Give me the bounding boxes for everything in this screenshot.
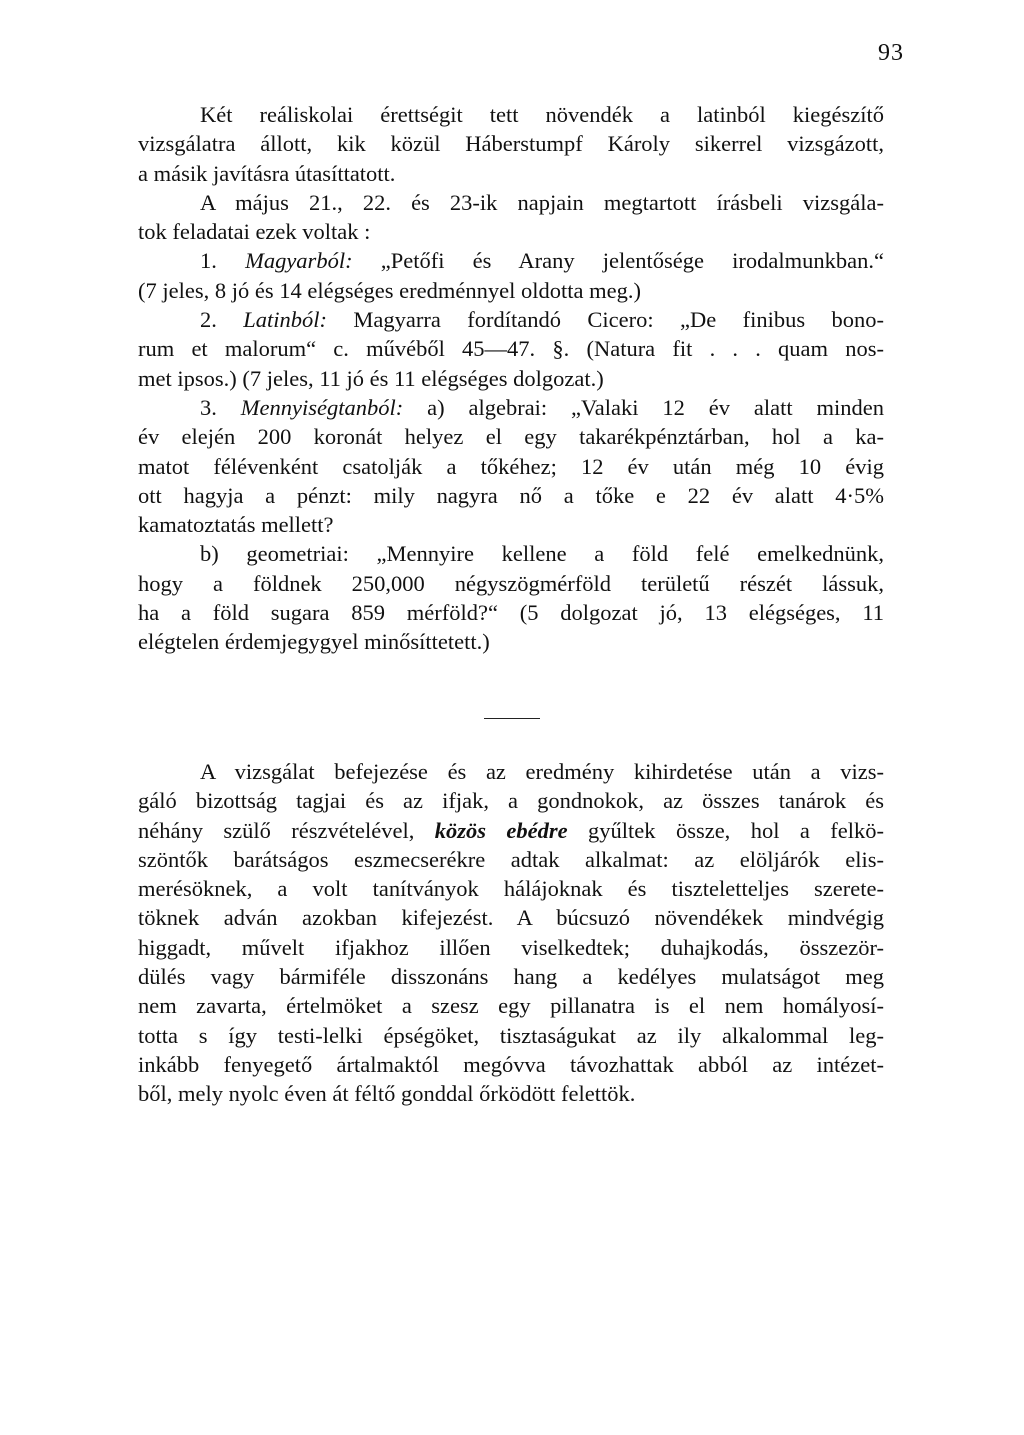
text-line: matot félévenként csatolják a tőkéhez; 12 év után még 10 évig [138,453,884,479]
item-subject: Latinból: [243,307,328,333]
text-line: ott hagyja a pénzt: mily nagyra nő a tőke e 22 év alatt 4·5% [138,482,884,508]
exam-section [138,100,884,657]
text-line [138,816,884,845]
text-line: kamatoztatás mellett? [138,512,334,538]
text-line: elégtelen érdemjegygyel minősíttetett.) [138,629,490,655]
text-line: tok feladatai ezek voltak : [138,219,371,245]
text-line: töknek adván azokban kifejezést. A búcsuzó növendékek mindvégig [138,905,884,931]
text-line: inkább fenyegető ártalmaktól megóvva távozhattak abból az intézet- [138,1051,884,1077]
item-number: 3. [200,394,217,420]
item-number: 2. [200,307,217,333]
text-line: dülés vagy bármiféle disszonáns hang a kedélyes mulatságot meg [138,964,884,990]
item-subject: Magyarból: [245,248,353,274]
item-number: 1. [200,248,217,274]
text-line: nem zavarta, értelmöket a szesz egy pillanatra is el nem homályosí- [138,993,884,1019]
item-text: a) algebrai: „Valaki 12 év alatt minden [403,394,885,420]
text-line: rum et malorum“ c. művéből 45—47. §. (Natura fit . . . quam nos- [138,336,884,362]
text-line: higgadt, művelt ifjakhoz illően viselkedtek; duhajkodás, összezör- [138,934,884,960]
emphasized-text: közös ebédre [434,817,568,843]
exam-item-3 [138,393,884,422]
text-line: hogy a földnek 250,000 négyszögmérföld területű részét lássuk, [138,570,884,596]
text-line: totta s így testi-lelki épségöket, tisztaságukat az ily alkalommal leg- [138,1022,884,1048]
item-text: Magyarra fordítandó Cicero: „De finibus bono- [327,307,884,333]
text-line: (7 jeles, 8 jó és 14 elégséges eredménnyel oldotta meg.) [138,277,641,303]
text-line: év elején 200 koronát helyez el egy takarékpénztárban, hol a ka- [138,424,884,450]
text-line: ha a föld sugara 859 mérföld?“ (5 dolgozat jó, 13 elégséges, 11 [138,600,884,626]
item-text: „Petőfi és Arany jelentősége irodalmunkban.“ [352,248,885,274]
text-line: b) geometriai: „Mennyire kellene a föld felé emelkednünk, [200,541,884,567]
exam-item-2 [138,305,884,334]
text-line: szöntők barátságos eszmecserékre adtak alkalmat: az elöljárók elis- [138,846,884,872]
closing-section [138,757,884,1109]
text-line: a másik javításra útasíttatott. [138,160,396,186]
text-fragment: néhány szülő részvételével, [138,817,435,843]
exam-item-1 [138,246,884,275]
text-line: ből, mely nyolc éven át féltő gonddal őrködött felettök. [138,1081,636,1107]
section-divider [484,718,540,719]
text-line: A május 21., 22. és 23-ik napjain megtartott írásbeli vizsgála- [200,189,884,215]
item-subject: Mennyiségtanból: [240,394,404,420]
text-line: met ipsos.) (7 jeles, 11 jó és 11 elégséges dolgozat.) [138,365,604,391]
page-number: 93 [878,40,904,66]
text-line: Két reáliskolai érettségit tett növendék a latinból kiegészítő [200,102,884,127]
text-line: merésöknek, a volt tanítványok hálájoknak és tiszteletteljes szerete- [138,876,884,902]
text-line: A vizsgálat befejezése és az eredmény kihirdetése után a vizs- [200,759,884,784]
text-fragment: gyűltek össze, hol a felkö- [567,817,884,843]
text-line: vizsgálatra állott, kik közül Háberstumpf Károly sikerrel vizsgázott, [138,131,884,157]
text-line: gáló bizottság tagjai és az ifjak, a gondnokok, az összes tanárok és [138,788,884,814]
